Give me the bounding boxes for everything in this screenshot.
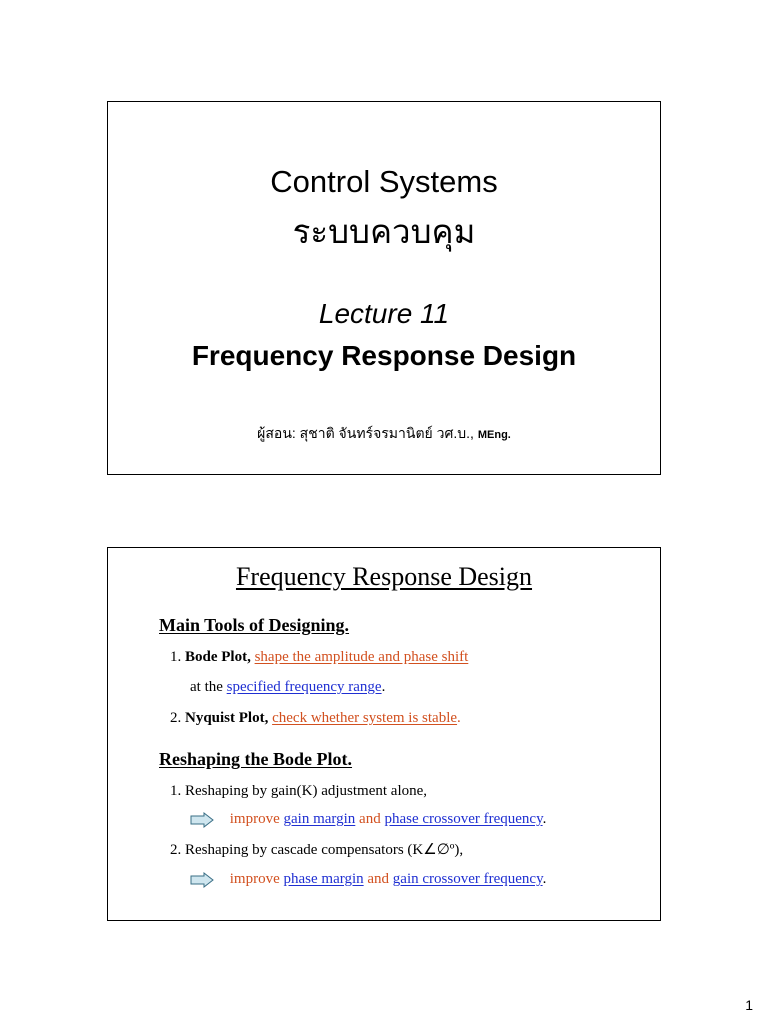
highlight-term: gain crossover frequency — [392, 871, 543, 887]
lecture-title: Frequency Response Design — [191, 340, 577, 371]
title-slide — [107, 101, 661, 475]
instructor-degree: MEng. — [477, 429, 511, 441]
arrow-right-icon — [190, 872, 214, 888]
content-slide — [107, 547, 661, 921]
lecture-number: Lecture 11 — [318, 298, 450, 329]
item-punct: . — [542, 811, 547, 827]
item-punct: . — [542, 871, 547, 887]
list-item-cascade: 2. Reshaping by cascade compensators (K∠∅º), — [170, 842, 464, 858]
list-item-bode — [170, 648, 468, 666]
highlight-term: phase margin — [283, 871, 364, 887]
item-name: Nyquist Plot, — [185, 710, 269, 726]
list-item-gain: 1. Reshaping by gain(K) adjustment alone, — [170, 783, 428, 799]
item-text: at the — [190, 679, 223, 695]
item-description: check whether system is stable — [272, 710, 458, 726]
result-line-gain — [190, 810, 546, 828]
arrow-right-icon — [190, 812, 214, 828]
section-heading-tools: Main Tools of Designing. — [159, 615, 350, 635]
instructor-line — [108, 424, 660, 444]
course-title: Control Systems — [270, 164, 498, 199]
item-highlight: specified frequency range — [226, 679, 382, 695]
improve-label: improve — [229, 871, 280, 887]
highlight-term: phase crossover frequency — [384, 811, 543, 827]
highlight-term: gain margin — [283, 811, 356, 827]
page-number: 1 — [745, 997, 753, 1013]
result-line-phase — [190, 870, 546, 888]
instructor-name: ผู้สอน: สุชาติ จันทร์จรมานิตย์ วศ.บ., — [257, 425, 474, 441]
improve-label: improve — [229, 811, 280, 827]
conjunction: and — [367, 871, 390, 887]
item-number: 1. — [170, 649, 182, 665]
item-punct: . — [457, 710, 461, 726]
section-heading-reshaping: Reshaping the Bode Plot. — [159, 749, 353, 769]
item-number: 2. — [170, 710, 182, 726]
list-item-bode-cont — [190, 678, 385, 696]
item-name: Bode Plot, — [185, 649, 251, 665]
course-title-thai: ระบบควบคุม — [292, 213, 476, 250]
list-item-nyquist — [170, 709, 461, 727]
item-description: shape the amplitude and phase shift — [254, 649, 469, 665]
item-punct: . — [381, 679, 386, 695]
slide-title: Frequency Response Design — [235, 562, 533, 591]
conjunction: and — [359, 811, 381, 827]
